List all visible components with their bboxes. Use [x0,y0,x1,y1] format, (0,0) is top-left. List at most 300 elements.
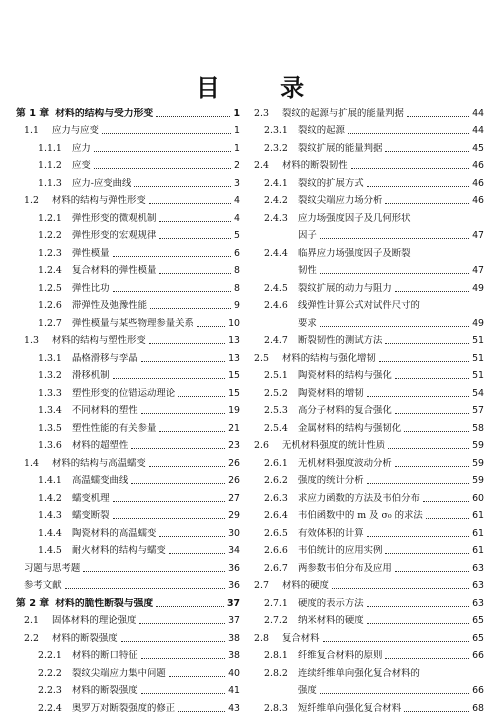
toc-entry-title: 材料的结构与高温蠕变 [52,457,146,469]
toc-entry [16,645,240,663]
toc-entry [254,452,484,470]
toc-entry [16,697,240,715]
toc-entry-page: 5 [234,230,240,241]
toc-entry-number: 1.2.5 [38,282,62,294]
toc-entry-page: 29 [228,510,240,521]
toc-entry [254,592,484,610]
dot-leader [113,518,226,519]
toc-entry-page: 66 [472,650,484,661]
toc-entry-number: 2.2.3 [38,685,62,696]
toc-entry-number: 2.3.2 [264,142,288,154]
dot-leader [141,693,225,694]
dot-leader [320,238,469,239]
dot-leader [83,571,225,572]
toc-entry-title: 应力 [72,142,91,154]
toc-entry-page: 63 [472,562,484,574]
toc-entry [254,120,484,138]
toc-entry-title: 奥罗万对断裂强度的修正 [72,702,176,714]
toc-entry-page: 58 [472,422,484,434]
dot-leader [65,588,226,589]
toc-entry [254,662,484,680]
toc-entry-title: 塑性性能的有关参量 [72,422,157,434]
dot-leader [169,553,225,554]
toc-entry-page: 61 [472,527,484,539]
toc-entry-title: 裂纹扩展的能量判据 [298,142,383,154]
toc-entry-number: 2.4.5 [264,282,288,294]
toc-entry-number: 第 2 章 [16,597,50,609]
toc-entry-page: 9 [234,300,240,311]
toc-entry-title: 应力场强度因子及几何形状 [298,212,411,224]
toc-entry-page: 6 [234,247,240,259]
toc-entry-title: 求应力函数的方法及韦伯分布 [298,492,420,504]
toc-entry-page: 15 [228,387,240,399]
toc-entry-title: 线弹性计算公式对试件尺寸的 [298,300,420,311]
dot-leader [178,711,225,712]
toc-entry [254,697,484,715]
toc-entry-number: 2.2.2 [38,667,62,679]
toc-entry-title: 复合材料的弹性模量 [72,265,157,276]
toc-entry [16,260,240,278]
toc-entry-number: 2.4.6 [264,300,288,311]
toc-entry-title: 材料的结构与受力形变 [55,107,154,119]
toc-entry-page: 1 [233,107,240,119]
toc-entry [16,680,240,698]
toc-entry [254,155,484,173]
toc-entry-title: 裂纹尖端应力集中问题 [72,667,166,679]
toc-entry-page: 21 [228,422,240,434]
toc-entry-page: 43 [228,702,240,714]
toc-entry-number: 2.4.3 [264,212,288,224]
dot-leader [385,553,469,554]
dot-leader [404,711,469,712]
dot-leader [141,413,225,414]
dot-leader [150,308,231,309]
toc-entry-page: 30 [228,527,240,539]
toc-entry-number: 2.7.1 [264,597,288,609]
dot-leader [323,641,470,642]
toc-entry [16,137,240,155]
toc-entry-number: 2.6.7 [264,562,288,574]
toc-entry [254,680,484,698]
dot-leader [379,361,469,362]
dot-leader [367,396,469,397]
toc-entry [254,540,484,558]
toc-entry-title: 韦伯函数中的 m 及 σ₀ 的求法 [298,510,423,521]
toc-entry-number: 1.3.3 [38,387,62,399]
toc-entry-title: 强度 [298,685,317,696]
dot-leader [159,238,231,239]
toc-entry [254,522,484,540]
dot-leader [131,483,225,484]
toc-entry [16,382,240,400]
toc-entry [16,470,240,488]
toc-entry-page: 15 [228,370,240,381]
toc-entry-number: 2.5.4 [264,422,288,434]
toc-entry-number: 2.2 [24,632,39,644]
toc-entry-number: 2.5.1 [264,370,288,381]
toc-entry-number: 2.4.7 [264,335,288,346]
toc-entry-number: 1.2.1 [38,212,62,224]
toc-entry [16,557,240,575]
toc-entry [16,505,240,523]
page-title: 目 录 [195,74,331,102]
toc-entry-title: 固体材料的理论强度 [52,615,137,626]
toc-entry-title: 塑性形变的位错运动理论 [72,387,176,399]
toc-entry-number: 2.2.1 [38,650,62,661]
toc-entry [16,417,240,435]
toc-entry-number: 2.6.1 [264,457,288,469]
toc-entry-title: 弹性形变的宏观规律 [72,230,157,241]
toc-entry-number: 1.3.4 [38,405,62,416]
toc-entry [16,120,240,138]
dot-leader [320,326,469,327]
toc-entry-number: 2.5.3 [264,405,288,416]
toc-entry [16,540,240,558]
toc-entry [16,627,240,645]
toc-entry-title: 韧性 [298,265,317,276]
toc-entry [254,400,484,418]
dot-leader [385,658,469,659]
dot-leader [141,658,225,659]
toc-entry-page: 45 [472,142,484,154]
dot-leader [320,693,469,694]
toc-entry [16,365,240,383]
toc-entry-title: 耐火材料的结构与蠕变 [72,545,166,556]
toc-entry-number: 1.3.1 [38,352,62,364]
dot-leader [159,273,231,274]
toc-entry-number: 2.6.3 [264,492,288,504]
toc-entry-title: 复合材料 [282,632,320,644]
toc-entry-page: 59 [472,440,484,451]
toc-entry [16,242,240,260]
dot-leader [395,413,469,414]
toc-entry-title: 断裂韧性的测试方法 [298,335,383,346]
dot-leader [395,291,469,292]
dot-leader [149,343,225,344]
toc-entry-number: 1.2.7 [38,317,62,329]
toc-entry-page: 4 [234,195,240,206]
toc-entry-page: 13 [228,335,240,346]
toc-entry-page: 65 [472,632,484,644]
toc-entry-title: 高分子材料的复合强化 [298,405,392,416]
toc-entry-page: 54 [472,387,484,399]
toc-entry-page: 46 [472,177,484,189]
toc-entry-title: 纳米材料的硬度 [298,615,364,626]
dot-leader [149,466,225,467]
toc-entry-title: 连续纤维单向强化复合材料的 [298,667,420,679]
dot-leader [159,536,225,537]
dot-leader [367,536,469,537]
toc-entry-number: 1.1 [24,125,39,136]
toc-entry-number: 1.4.3 [38,510,62,521]
toc-entry-page: 38 [228,650,240,661]
toc-entry-title: 蠕变断裂 [72,510,110,521]
toc-entry-title: 滞弹性及弛豫性能 [72,300,148,311]
toc-entry-title: 材料的结构与塑性形变 [52,335,146,346]
toc-entry [16,452,240,470]
toc-entry-page: 34 [228,545,240,556]
toc-entry-page: 57 [472,405,484,416]
toc-entry-title: 裂纹尖端应力场分析 [298,195,383,206]
toc-entry-page: 40 [228,667,240,679]
dot-leader [404,431,469,432]
toc-entry-number: 2.6.5 [264,527,288,539]
dot-leader [113,378,226,379]
toc-entry-number: 2.6.2 [264,475,288,486]
toc-entry-page: 1 [234,125,240,136]
toc-entry [254,242,484,260]
toc-entry [254,137,484,155]
toc-entry-title: 晶格滑移与孪晶 [72,352,138,364]
toc-entry [16,207,240,225]
toc-entry-page: 51 [472,370,484,381]
toc-entry-title: 材料的脆性断裂与强度 [55,597,154,609]
toc-entry-number: 2.6 [254,440,269,451]
toc-entry-number: 2.4.4 [264,247,288,259]
toc-entry [16,295,240,313]
toc-entry-title: 弹性比功 [72,282,110,294]
toc-entry-page: 44 [472,125,484,136]
toc-entry-page: 63 [472,580,484,591]
toc-entry-number: 2.4 [254,160,269,171]
toc-entry-title: 材料的断裂强度 [52,632,118,644]
toc-entry [16,347,240,365]
toc-entry [254,645,484,663]
toc-entry-page: 49 [472,317,484,329]
dot-leader [332,588,469,589]
toc-entry-number: 1.1.1 [38,142,62,154]
toc-entry [254,102,484,120]
dot-leader [407,116,469,117]
toc-entry [16,172,240,190]
toc-entry-page: 66 [472,685,484,696]
toc-entry-page: 47 [472,265,484,276]
toc-entry-page: 10 [228,317,240,329]
dot-leader [102,133,231,134]
toc-entry [254,330,484,348]
toc-entry-title: 纤维复合材料的原则 [298,650,383,661]
toc-entry-number: 1.4.1 [38,475,62,486]
toc-entry-page: 19 [228,405,240,416]
toc-entry [16,102,240,120]
toc-right-column [254,102,484,715]
dot-leader [426,518,469,519]
toc-entry-title: 材料的结构与弹性形变 [52,195,146,206]
toc-entry-title: 材料的超塑性 [72,440,129,451]
toc-entry-page: 41 [228,685,240,696]
toc-entry-number: 2.4.2 [264,195,288,206]
toc-entry-number: 1.2.2 [38,230,62,241]
toc-entry-title: 无机材料强度的统计性质 [282,440,386,451]
dot-leader [121,641,225,642]
toc-entry-page: 26 [228,457,240,469]
dot-leader [348,133,469,134]
dot-leader [367,186,469,187]
toc-entry [16,225,240,243]
toc-entry [16,575,240,593]
toc-entry-title: 韦伯统计的应用实例 [298,545,383,556]
dot-leader [131,448,225,449]
toc-entry-number: 2.8 [254,632,269,644]
dot-leader [94,168,231,169]
toc-entry-title: 裂纹的扩展方式 [298,177,364,189]
toc-entry-title: 弹性模量 [72,247,110,259]
toc-entry-number: 1.1.3 [38,177,62,189]
toc-entry-page: 51 [472,352,484,364]
toc-entry-title: 不同材料的塑性 [72,405,138,416]
toc-entry-page: 8 [234,265,240,276]
dot-leader [139,623,225,624]
toc-entry-page: 38 [228,632,240,644]
toc-entry-title: 材料的结构与强化增韧 [282,352,376,364]
toc-entry-number: 1.2.3 [38,247,62,259]
toc-entry [16,592,240,610]
toc-entry-title: 裂纹扩展的动力与阻力 [298,282,392,294]
toc-entry [16,435,240,453]
toc-entry [16,277,240,295]
toc-entry-number: 1.4.2 [38,492,62,504]
dot-leader [94,151,231,152]
dot-leader [385,151,469,152]
dot-leader [159,221,231,222]
toc-entry-title: 材料的硬度 [282,580,329,591]
toc-entry [16,312,240,330]
toc-entry-title: 滑移机制 [72,370,110,381]
toc-entry-page: 1 [234,142,240,154]
toc-entry [254,172,484,190]
toc-entry-title: 金属材料的结构与强韧化 [298,422,402,434]
toc-entry [254,347,484,365]
toc-entry [16,400,240,418]
dot-leader [113,291,232,292]
toc-entry-title: 材料的断口特征 [72,650,138,661]
toc-entry-title: 临界应力场强度因子及断裂 [298,247,411,259]
toc-entry-number: 2.3 [254,107,269,119]
toc-entry [16,662,240,680]
toc-entry [254,610,484,628]
toc-entry [254,295,484,313]
dot-leader [320,273,469,274]
toc-entry-number: 2.2.4 [38,702,62,714]
toc-entry-title: 因子 [298,230,317,241]
toc-entry-title: 应变 [72,160,91,171]
toc-entry-title: 裂纹的起源与扩展的能量判据 [282,107,404,119]
toc-entry-page: 68 [472,702,484,714]
toc-entry [254,207,484,225]
toc-entry-number: 1.3.6 [38,440,62,451]
toc-entry-title: 应力与应变 [52,125,99,136]
toc-entry-page: 61 [472,510,484,521]
toc-entry-number: 第 1 章 [16,107,50,119]
toc-entry-title: 高温蠕变曲线 [72,475,129,486]
toc-entry [254,435,484,453]
toc-entry-number: 2.6.6 [264,545,288,556]
toc-entry-title: 两参数韦伯分布及应用 [298,562,392,574]
toc-entry-page: 47 [472,230,484,241]
dot-leader [395,466,469,467]
toc-entry-page: 36 [228,580,240,591]
toc-entry-page: 2 [234,160,240,171]
toc-entry [254,365,484,383]
toc-entry-title: 无机材料强度波动分析 [298,457,392,469]
dot-leader [169,676,225,677]
toc-entry-title: 硬度的表示方法 [298,597,364,609]
toc-entry-title: 材料的断裂强度 [72,685,138,696]
toc-entry-page: 36 [228,562,240,574]
toc-entry-title: 应力-应变曲线 [72,177,132,189]
toc-entry-page: 61 [472,545,484,556]
toc-entry-page: 3 [234,177,240,189]
toc-entry [16,487,240,505]
toc-entry-page: 44 [472,107,484,119]
dot-leader [388,448,469,449]
toc-entry-title: 陶瓷材料的高温蠕变 [72,527,157,539]
toc-entry-page: 23 [228,440,240,451]
toc-entry-number: 1.2.4 [38,265,62,276]
toc-entry-page: 27 [228,492,240,504]
toc-entry-page: 4 [234,212,240,224]
dot-leader [159,431,225,432]
dot-leader [351,168,469,169]
toc-entry-page: 51 [472,335,484,346]
toc-entry-number: 1.1.2 [38,160,62,171]
toc-entry-page: 13 [228,352,240,364]
toc-entry [254,505,484,523]
toc-entry-number: 2.6.4 [264,510,288,521]
dot-leader [134,186,231,187]
dot-leader [156,606,224,607]
toc-entry-page: 59 [472,475,484,486]
toc-entry-page: 65 [472,615,484,626]
toc-entry [16,522,240,540]
toc-entry-number: 2.8.3 [264,702,288,714]
dot-leader [367,606,469,607]
toc-entry-number: 2.8.1 [264,650,288,661]
toc-entry [16,610,240,628]
dot-leader [423,501,469,502]
dot-leader [141,361,225,362]
toc-left-column [16,102,240,715]
toc-entry-page: 63 [472,597,484,609]
toc-entry-page: 59 [472,457,484,469]
dot-leader [367,483,469,484]
dot-leader [197,326,225,327]
toc-entry [16,155,240,173]
toc-entry-page: 46 [472,160,484,171]
toc-entry [254,470,484,488]
toc-entry-title: 裂纹的起源 [298,125,345,136]
dot-leader [156,116,230,117]
toc-entry-number: 2.5 [254,352,269,364]
dot-leader [113,501,226,502]
toc-entry-number: 2.4.1 [264,177,288,189]
toc-entry-number: 1.2.6 [38,300,62,311]
toc-entry-title: 材料的断裂韧性 [282,160,348,171]
toc-entry-title: 参考文献 [24,580,62,591]
dot-leader [395,378,469,379]
toc-entry-page: 37 [226,597,240,609]
toc-entry-title: 要求 [298,317,317,329]
toc-entry [254,260,484,278]
toc-entry-number: 1.3 [24,335,39,346]
toc-entry-page: 8 [234,282,240,294]
toc-entry-page: 37 [228,615,240,626]
toc-entry-number: 1.3.5 [38,422,62,434]
toc-entry [254,575,484,593]
toc-entry-page: 49 [472,282,484,294]
toc-entry-title: 陶瓷材料的增韧 [298,387,364,399]
toc-entry-number: 2.1 [24,615,39,626]
